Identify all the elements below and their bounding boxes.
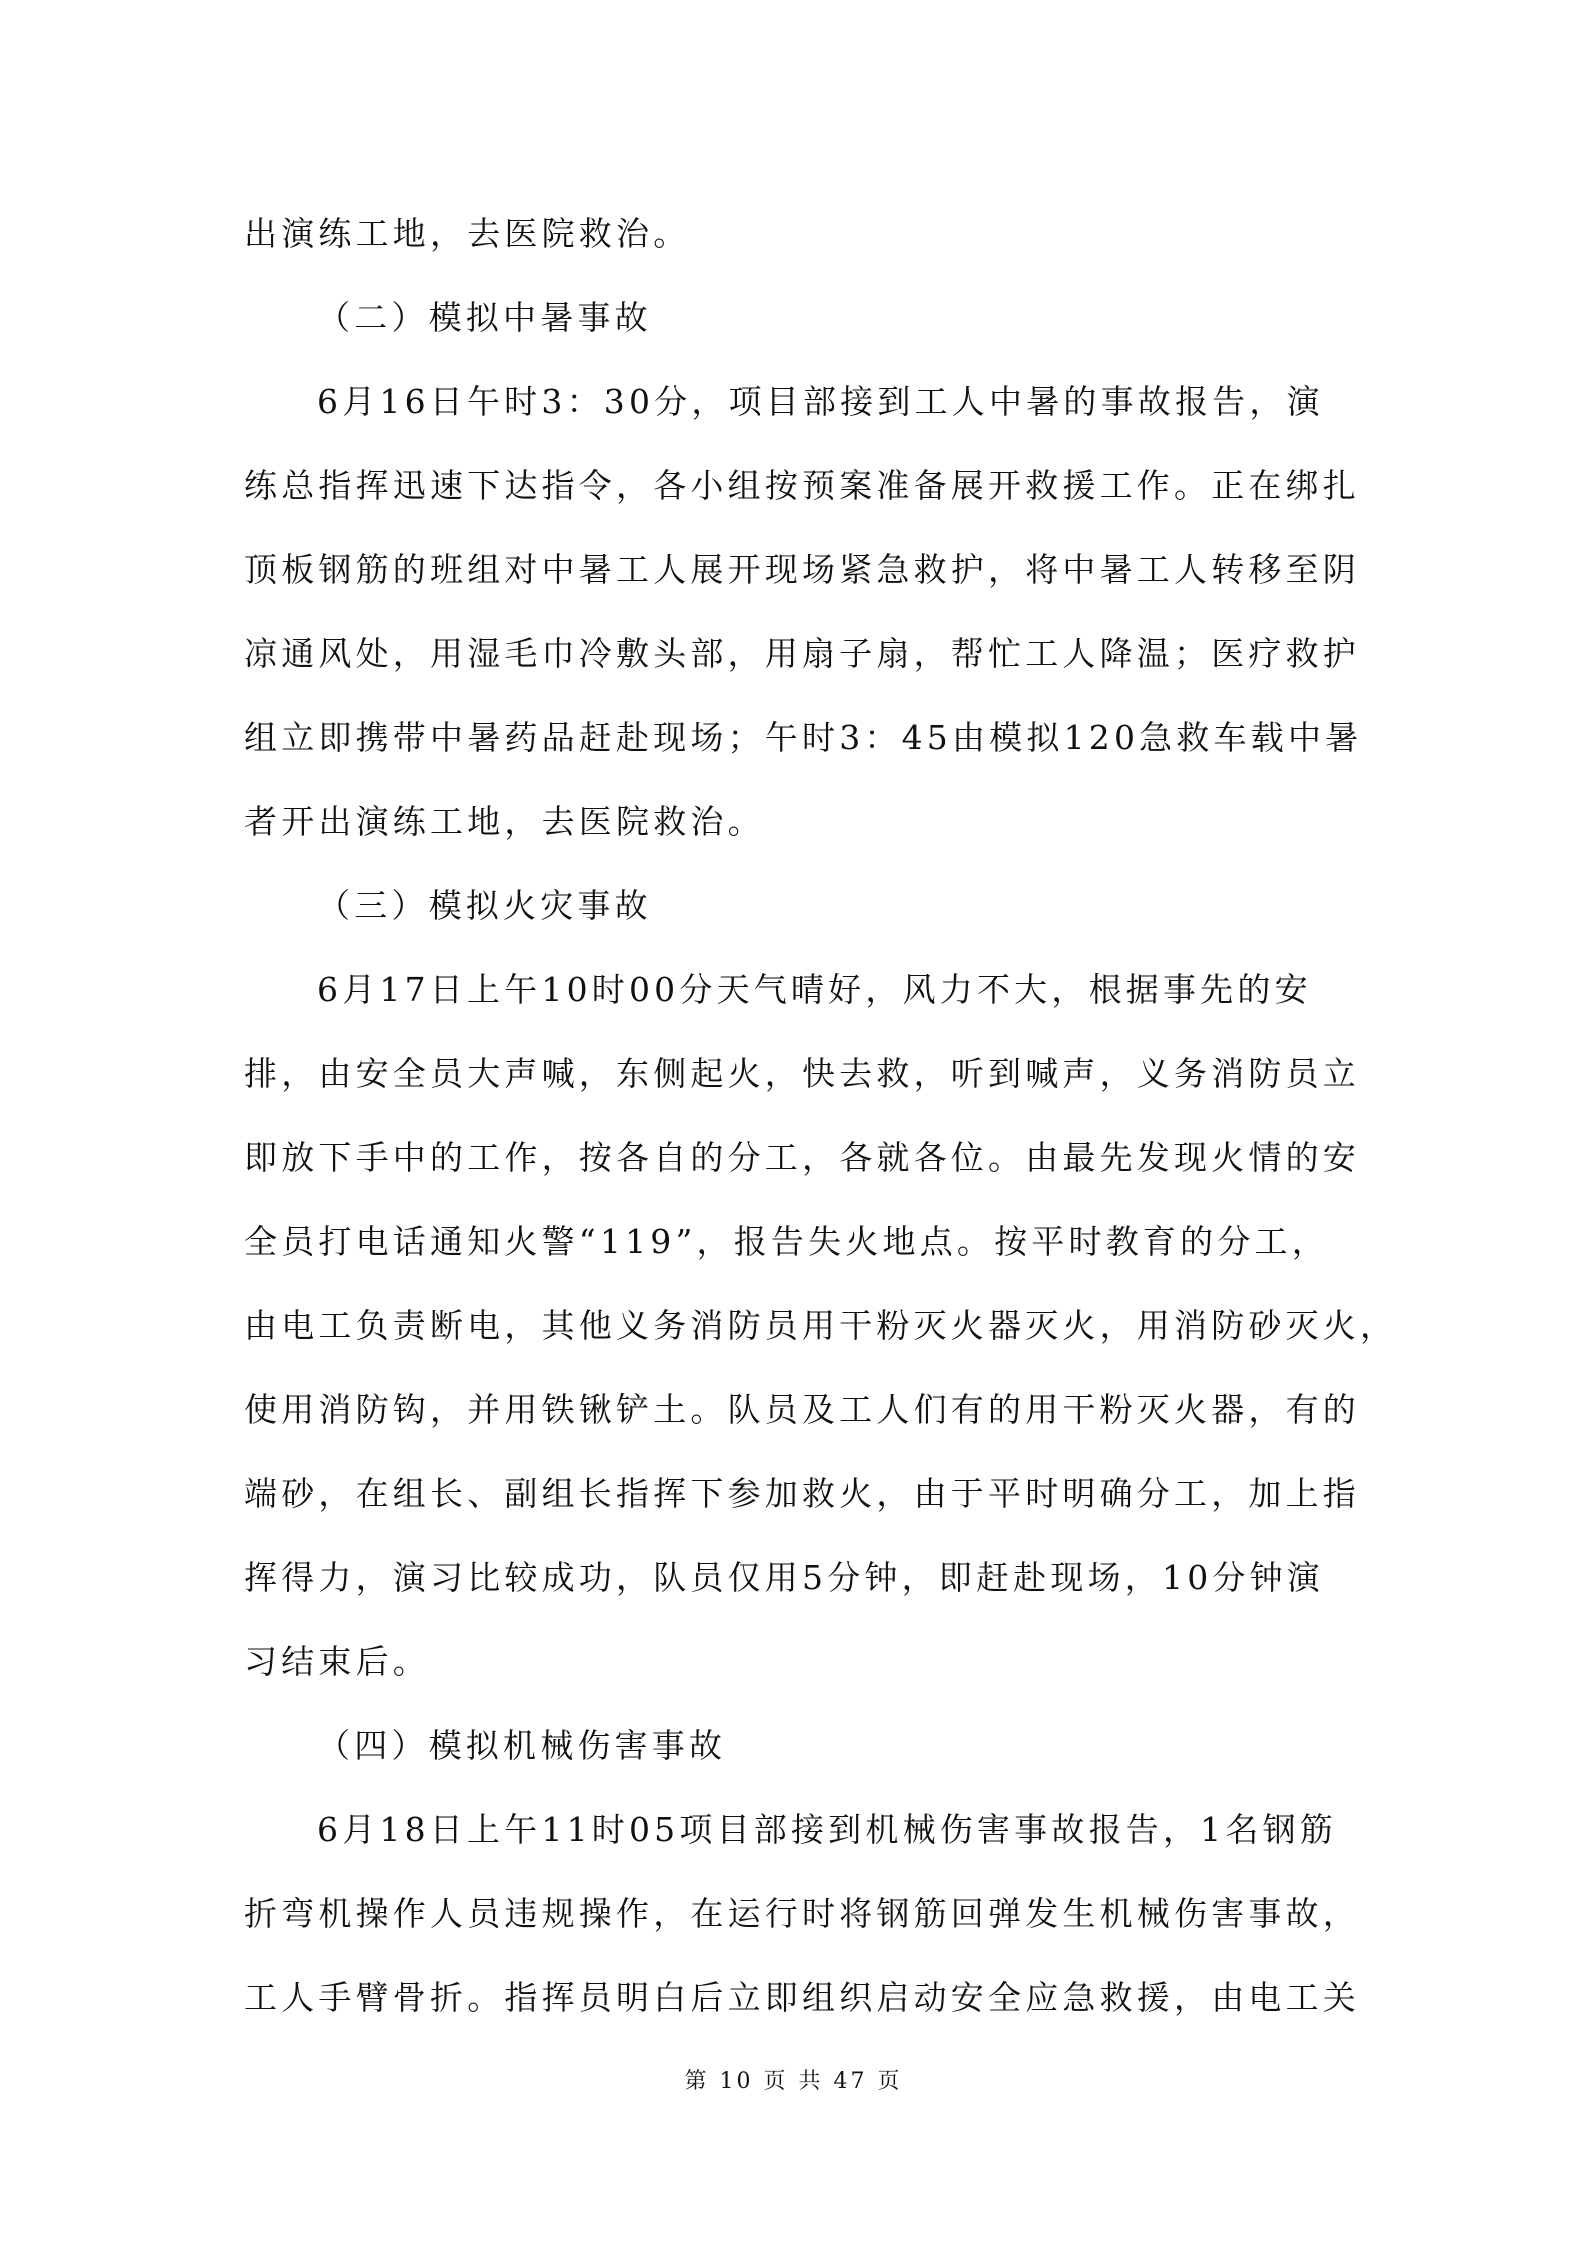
text-line: 凉通风处，用湿毛巾冷敷头部，用扇子扇，帮忙工人降温；医疗救护 xyxy=(244,634,1360,673)
text-line: 全员打电话通知火警“119”，报告失火地点。按平时教育的分工， xyxy=(244,1222,1329,1261)
page-number: 第 10 页 共 47 页 xyxy=(684,2069,903,2094)
text-line: 练总指挥迅速下达指令，各小组按预案准备展开救援工作。正在绑扎 xyxy=(244,466,1360,505)
text-line: 工人手臂骨折。指挥员明白后立即组织启动安全应急救援，由电工关 xyxy=(244,1978,1360,2017)
text-line: 6月16日午时3：30分，项目部接到工人中暑的事故报告，演 xyxy=(317,382,1324,421)
text-line: 使用消防钩，并用铁锹铲土。队员及工人们有的用干粉灭火器，有的 xyxy=(244,1390,1360,1429)
body-text xyxy=(244,192,1398,2040)
text-line: 即放下手中的工作，按各自的分工，各就各位。由最先发现火情的安 xyxy=(244,1138,1360,1177)
section-heading-3: （三）模拟火灾事故 xyxy=(317,886,652,925)
section-heading-2: （二）模拟中暑事故 xyxy=(317,298,652,337)
text-line: 由电工负责断电，其他义务消防员用干粉灭火器灭火，用消防砂灭火， xyxy=(244,1306,1398,1345)
text-line: 者开出演练工地，去医院救治。 xyxy=(244,802,765,841)
section-heading-4: （四）模拟机械伤害事故 xyxy=(317,1726,727,1765)
text-line: 习结束后。 xyxy=(244,1642,430,1681)
text-line: 6月18日上午11时05项目部接到机械伤害事故报告，1名钢筋 xyxy=(317,1810,1337,1849)
text-line: 顶板钢筋的班组对中暑工人展开现场紧急救护，将中暑工人转移至阴 xyxy=(244,550,1360,589)
text-line: 排，由安全员大声喊，东侧起火，快去救，听到喊声，义务消防员立 xyxy=(244,1054,1360,1093)
text-line: 端砂，在组长、副组长指挥下参加救火，由于平时明确分工，加上指 xyxy=(244,1474,1360,1513)
text-line: 6月17日上午10时00分天气晴好，风力不大，根据事先的安 xyxy=(317,970,1312,1009)
text-line: 挥得力，演习比较成功，队员仅用5分钟，即赶赴现场，10分钟演 xyxy=(244,1558,1324,1597)
text-line: 组立即携带中暑药品赶赴现场；午时3：45由模拟120急救车载中暑 xyxy=(244,718,1363,757)
text-line: 出演练工地，去医院救治。 xyxy=(244,214,691,253)
text-line: 折弯机操作人员违规操作，在运行时将钢筋回弹发生机械伤害事故， xyxy=(244,1894,1360,1933)
